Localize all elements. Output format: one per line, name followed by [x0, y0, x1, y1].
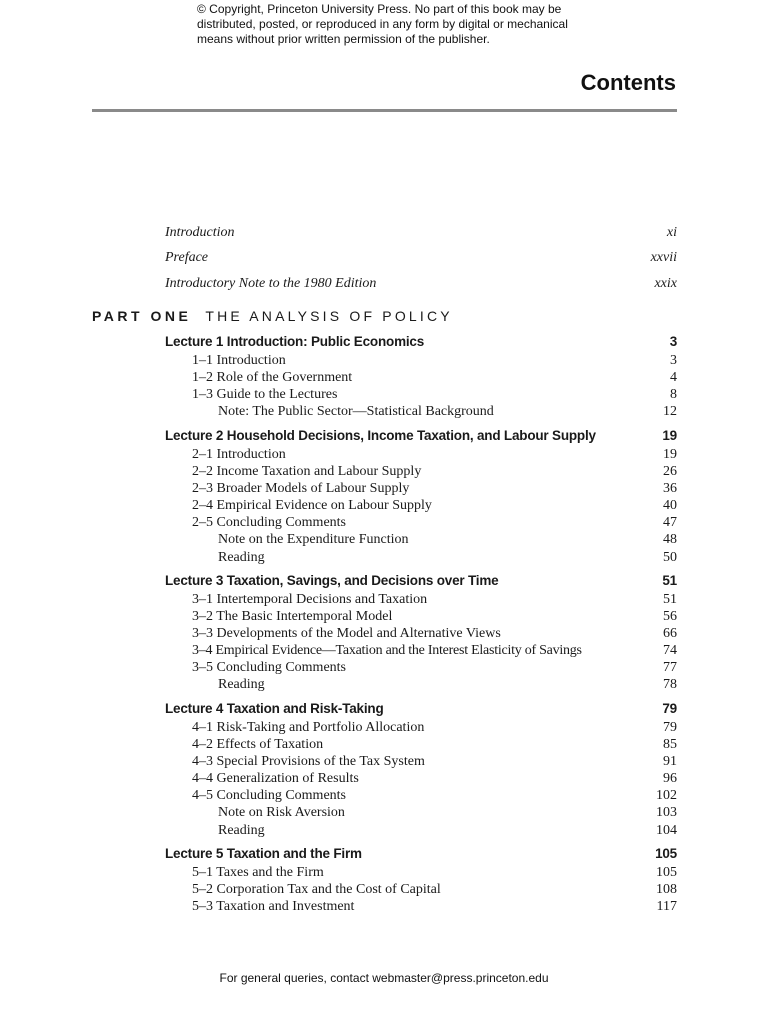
toc-item-title: Reading	[218, 677, 265, 693]
toc-item-title: 2–3 Broader Models of Labour Supply	[192, 481, 410, 497]
toc-item	[165, 497, 677, 514]
toc-item-page: 12	[663, 404, 677, 420]
toc-item-title: 2–1 Introduction	[192, 447, 286, 462]
toc-item-page: 105	[656, 865, 677, 880]
footer-contact: For general queries, contact webmaster@press.princeton.edu	[219, 971, 549, 985]
lecture-title: Lecture 4 Taxation and Risk-Taking	[165, 701, 384, 716]
toc-item-page: 51	[663, 592, 677, 607]
lecture-heading	[165, 334, 677, 352]
toc-item-page: 66	[663, 626, 677, 642]
toc-item-title: 1–3 Guide to the Lectures	[192, 387, 338, 403]
toc-item-title: 2–5 Concluding Comments	[192, 515, 346, 531]
toc-item-title: 1–1 Introduction	[192, 353, 286, 368]
toc-item-title: 5–1 Taxes and the Firm	[192, 865, 324, 880]
toc-item-page: 78	[663, 677, 677, 693]
lecture-page: 3	[669, 334, 677, 349]
toc-item-title: 5–2 Corporation Tax and the Cost of Capital	[192, 882, 441, 898]
toc-item-page: 85	[663, 737, 677, 753]
toc-item-page: 36	[663, 481, 677, 497]
toc-item-page: 3	[670, 353, 677, 368]
toc-item-title: 2–4 Empirical Evidence on Labour Supply	[192, 498, 432, 514]
toc-item-title: Note on the Expenditure Function	[218, 532, 409, 548]
toc-item	[165, 608, 677, 625]
toc-item-title: 4–1 Risk-Taking and Portfolio Allocation	[192, 720, 425, 735]
copyright-line: means without prior written permission of the publisher.	[197, 32, 490, 46]
toc-item	[165, 864, 677, 881]
toc-item-title: 4–4 Generalization of Results	[192, 771, 359, 787]
toc-item-page: 4	[670, 370, 677, 386]
lecture-title: Lecture 1 Introduction: Public Economics	[165, 334, 425, 349]
lecture-title: Lecture 3 Taxation, Savings, and Decisions over Time	[165, 573, 499, 588]
title-rule	[92, 109, 677, 112]
toc-item-page: 108	[656, 882, 677, 898]
toc-item	[165, 480, 677, 497]
toc-item-title: Note: The Public Sector—Statistical Background	[218, 404, 494, 420]
toc-item-title: 3–5 Concluding Comments	[192, 660, 346, 676]
lecture-heading	[165, 701, 677, 719]
toc-item	[165, 591, 677, 608]
toc-item	[165, 822, 677, 839]
toc-item-page: 19	[663, 447, 677, 462]
toc-item-page: 40	[663, 498, 677, 514]
toc-item-page: 47	[663, 515, 677, 531]
part-number: PART ONE	[92, 308, 192, 324]
toc-item-title: 2–2 Income Taxation and Labour Supply	[192, 464, 422, 480]
lecture-4	[165, 701, 677, 839]
page-title: Contents	[580, 70, 676, 95]
part-title: THE ANALYSIS OF POLICY	[205, 308, 453, 324]
toc-item-title: 3–3 Developments of the Model and Alternative Views	[192, 626, 501, 642]
part-heading	[92, 308, 453, 324]
lecture-heading	[165, 846, 677, 864]
lecture-5	[165, 846, 677, 915]
toc-item	[165, 804, 677, 821]
toc-item	[165, 446, 677, 463]
toc-item	[165, 659, 677, 676]
toc-item	[165, 719, 677, 736]
toc-item	[165, 531, 677, 548]
toc-item-page: 117	[656, 899, 677, 915]
toc-entry-page: xxvii	[650, 250, 677, 265]
toc-item	[165, 352, 677, 369]
toc-entry-title: Introduction	[165, 225, 235, 240]
toc-item-title: 3–4 Empirical Evidence—Taxation and the Interest Elasticity of Savings	[192, 643, 582, 659]
lecture-3	[165, 573, 677, 694]
toc-item-title: 5–3 Taxation and Investment	[192, 899, 355, 915]
lecture-heading	[165, 428, 677, 446]
toc-entry-page: xxix	[654, 276, 677, 291]
toc-entry-preface	[165, 250, 677, 270]
lecture-page: 51	[662, 573, 677, 588]
toc-item	[165, 369, 677, 386]
toc-item-page: 50	[663, 549, 677, 565]
toc-item-title: Note on Risk Aversion	[218, 805, 345, 821]
toc-item	[165, 753, 677, 770]
toc-item	[165, 463, 677, 480]
toc-item-page: 48	[663, 532, 677, 548]
toc-item-page: 56	[663, 609, 677, 625]
toc-item-page: 74	[663, 643, 677, 659]
toc-item-title: 4–2 Effects of Taxation	[192, 737, 324, 753]
toc-item	[165, 898, 677, 915]
lecture-page: 105	[655, 846, 677, 861]
toc-entry-title: Introductory Note to the 1980 Edition	[165, 276, 377, 291]
lecture-page: 79	[662, 701, 677, 716]
toc-entry-introductory-note	[165, 276, 677, 296]
toc-item-title: 4–3 Special Provisions of the Tax System	[192, 754, 425, 770]
copyright-notice	[197, 2, 597, 47]
toc-item	[165, 386, 677, 403]
toc-item	[165, 514, 677, 531]
lecture-2	[165, 428, 677, 566]
toc-item	[165, 403, 677, 420]
copyright-line: distributed, posted, or reproduced in any form by digital or mechanical	[197, 17, 568, 31]
toc-item	[165, 736, 677, 753]
toc-item-title: 3–2 The Basic Intertemporal Model	[192, 609, 393, 625]
toc-item	[165, 787, 677, 804]
toc-item-page: 91	[663, 754, 677, 770]
toc-entry-introduction	[165, 225, 677, 245]
toc-item-page: 104	[656, 822, 677, 838]
toc-item-title: Reading	[218, 549, 265, 565]
toc-item	[165, 625, 677, 642]
toc-item-title: 1–2 Role of the Government	[192, 370, 353, 386]
toc-item-page: 77	[663, 660, 677, 676]
lecture-title: Lecture 5 Taxation and the Firm	[165, 846, 362, 861]
toc-item-title: 3–1 Intertemporal Decisions and Taxation	[192, 592, 428, 607]
lecture-title: Lecture 2 Household Decisions, Income Taxation, and Labour Supply	[165, 428, 596, 443]
lecture-heading	[165, 573, 677, 591]
copyright-line: © Copyright, Princeton University Press. No part of this book may be	[197, 2, 562, 16]
toc-entry-title: Preface	[165, 250, 209, 265]
toc-item-page: 102	[656, 788, 677, 804]
toc-item	[165, 881, 677, 898]
toc-item-title: 4–5 Concluding Comments	[192, 788, 346, 804]
toc-item-page: 96	[663, 771, 677, 787]
toc-item-page: 26	[663, 464, 677, 480]
toc-item-page: 8	[670, 387, 677, 403]
toc-item	[165, 770, 677, 787]
toc-item	[165, 642, 677, 659]
toc-item-page: 79	[663, 720, 677, 735]
toc-item-title: Reading	[218, 822, 265, 838]
lecture-1	[165, 334, 677, 420]
toc-entry-page: xi	[666, 225, 677, 240]
toc-item-page: 103	[656, 805, 677, 821]
toc-item	[165, 676, 677, 693]
toc-item	[165, 549, 677, 566]
lecture-page: 19	[662, 428, 677, 443]
